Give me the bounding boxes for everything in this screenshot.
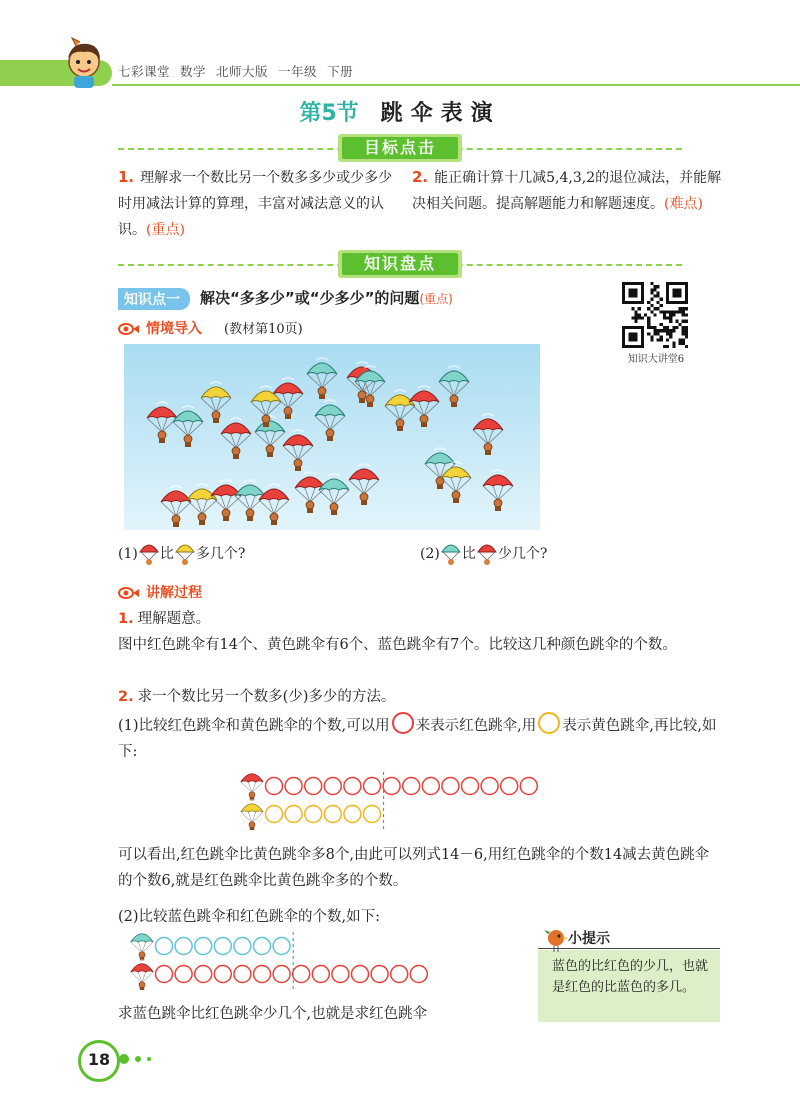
comparison-ring xyxy=(285,806,302,823)
yellow-circle-icon xyxy=(538,712,560,734)
parachute-illustration xyxy=(124,344,540,530)
goal-text: 能正确计算十几减5,4,3,2的退位减法，并能解决相关问题。提高解题能力和解题速度。 xyxy=(412,170,722,212)
comparison-ring xyxy=(195,966,212,983)
comparison-ring xyxy=(391,966,408,983)
comparison-ring xyxy=(254,966,271,983)
header-grade: 一年级 xyxy=(278,64,318,79)
comparison-ring xyxy=(285,778,302,795)
goal-number: 1. xyxy=(118,168,135,186)
section-name: 跳伞表演 xyxy=(380,101,501,126)
comparison-ring xyxy=(324,806,341,823)
question-prefix: (2) xyxy=(420,546,440,562)
paragraph-part: 表示黄色跳伞,再比较,如下: xyxy=(118,718,717,760)
header-edition: 北师大版 xyxy=(216,64,269,79)
eye-icon xyxy=(118,323,140,335)
step-text: 求一个数比另一个数多(少)多少的方法。 xyxy=(137,689,396,705)
comparison-ring xyxy=(481,778,498,795)
knowledge-point-tag: 知识点一 xyxy=(118,288,190,310)
comparison-ring xyxy=(214,966,231,983)
question-mid: 比 xyxy=(159,546,174,562)
comparison-ring xyxy=(266,778,283,795)
knowledge-point-title xyxy=(200,287,453,308)
goal-item-1 xyxy=(118,164,398,243)
qr-code-icon[interactable] xyxy=(622,282,688,348)
goals-banner xyxy=(0,134,800,162)
comparison-ring xyxy=(422,778,439,795)
red-parachute xyxy=(131,960,154,990)
red-yellow-comparison xyxy=(238,768,710,830)
goals-banner-label: 目标点击 xyxy=(342,137,458,159)
header-subject: 数学 xyxy=(180,64,207,79)
paragraph-counts: 图中红色跳伞有14个、黄色跳伞有6个、蓝色跳伞有7个。比较这几种颜色跳伞的个数。 xyxy=(118,637,677,653)
comparison-ring xyxy=(293,966,310,983)
comparison-ring xyxy=(254,938,271,955)
paragraph-part: (1)比较红色跳伞和黄色跳伞的个数,可以用 xyxy=(118,718,390,734)
comparison-ring xyxy=(305,806,322,823)
comparison-ring xyxy=(344,778,361,795)
comparison-ring xyxy=(156,938,173,955)
goal-number: 2. xyxy=(412,168,429,186)
comparison-ring xyxy=(234,966,251,983)
red-parachute-icon xyxy=(476,542,498,566)
comparison-ring xyxy=(195,938,212,955)
comparison-ring xyxy=(332,966,349,983)
explain-label: 讲解过程 xyxy=(146,585,202,601)
header-series: 七彩课堂 xyxy=(118,64,171,79)
scenario-heading xyxy=(118,318,202,338)
step-2 xyxy=(118,684,718,710)
comparison-ring xyxy=(156,966,173,983)
comparison-ring xyxy=(403,778,420,795)
goal-item-2 xyxy=(412,164,730,217)
knowledge-point-text: 解决“多多少”或“少多少”的问题 xyxy=(200,289,420,307)
comparison-ring xyxy=(410,966,427,983)
comparison-ring xyxy=(273,966,290,983)
question-2 xyxy=(420,542,547,566)
eye-icon xyxy=(118,587,140,599)
page-number: 18 xyxy=(78,1040,120,1082)
mascot-icon xyxy=(58,36,108,90)
page-dots-decoration xyxy=(118,1052,158,1066)
comparison-ring xyxy=(352,966,369,983)
comparison-ring xyxy=(324,778,341,795)
blue-parachute-icon xyxy=(440,542,462,566)
qr-caption: 知识大讲堂6 xyxy=(627,354,685,365)
step-text: 理解题意。 xyxy=(137,611,211,627)
step-number: 2. xyxy=(118,689,134,705)
paragraph-question: 求蓝色跳伞比红色跳伞少几个,也就是求红色跳伞 xyxy=(118,1006,428,1022)
header-volume: 下册 xyxy=(327,64,354,79)
paragraph-compare-red-yellow xyxy=(118,712,718,765)
comparison-ring xyxy=(234,938,251,955)
comparison-ring xyxy=(364,806,381,823)
textbook-reference: (教材第10页) xyxy=(224,322,303,337)
red-parachute-icon xyxy=(138,542,160,566)
knowledge-point-key: (重点) xyxy=(419,292,453,306)
goal-tag: (重点) xyxy=(146,222,185,238)
hint-rule xyxy=(538,948,720,949)
comparison-ring xyxy=(364,778,381,795)
hint-title: 小提示 xyxy=(568,931,610,947)
question-suffix: 少几个? xyxy=(497,546,548,562)
knowledge-banner-label: 知识盘点 xyxy=(342,253,458,275)
comparison-ring xyxy=(344,806,361,823)
comparison-ring xyxy=(273,938,290,955)
question-prefix: (1) xyxy=(118,546,138,562)
step-number: 1. xyxy=(118,611,134,627)
paragraph-part: 来表示红色跳伞,用 xyxy=(415,718,537,734)
paragraph-compare-blue-red: (2)比较蓝色跳伞和红色跳伞的个数,如下: xyxy=(118,909,381,925)
comparison-ring xyxy=(501,778,518,795)
header-text xyxy=(118,62,363,80)
blue-parachute xyxy=(131,930,154,961)
yellow-parachute-icon xyxy=(174,542,196,566)
blue-red-comparison xyxy=(128,928,528,990)
question-mid: 比 xyxy=(461,546,476,562)
goal-text: 理解求一个数比另一个数多多少或少多少时用减法计算的算理，丰富对减法意义的认识。 xyxy=(118,170,393,238)
comparison-ring xyxy=(266,806,283,823)
red-circle-icon xyxy=(392,712,414,734)
comparison-ring xyxy=(371,966,388,983)
comparison-ring xyxy=(305,778,322,795)
paragraph-conclusion: 可以看出,红色跳伞比黄色跳伞多8个,由此可以列式14－6,用红色跳伞的个数14减去黄色跳伞的个数6,就是红色跳伞比黄色跳伞多的个数。 xyxy=(118,847,710,889)
comparison-ring xyxy=(442,778,459,795)
comparison-ring xyxy=(175,938,192,955)
comparison-ring xyxy=(175,966,192,983)
scenario-label: 情境导入 xyxy=(146,321,202,337)
page-title xyxy=(0,96,800,127)
comparison-ring xyxy=(312,966,329,983)
question-1 xyxy=(118,542,245,566)
yellow-parachute xyxy=(241,800,264,830)
hint-text: 蓝色的比红色的少几，也就是红色的比蓝色的多几。 xyxy=(552,959,709,995)
knowledge-banner xyxy=(0,250,800,278)
comparison-ring xyxy=(214,938,231,955)
question-suffix: 多几个? xyxy=(195,546,246,562)
comparison-ring xyxy=(462,778,479,795)
header-rule xyxy=(112,84,800,86)
red-parachute xyxy=(241,770,264,801)
explain-heading xyxy=(118,582,202,602)
section-number: 第5节 xyxy=(299,101,359,126)
goal-tag: (难点) xyxy=(664,196,703,212)
comparison-ring xyxy=(520,778,537,795)
comparison-ring xyxy=(383,778,400,795)
step-1 xyxy=(118,606,718,632)
